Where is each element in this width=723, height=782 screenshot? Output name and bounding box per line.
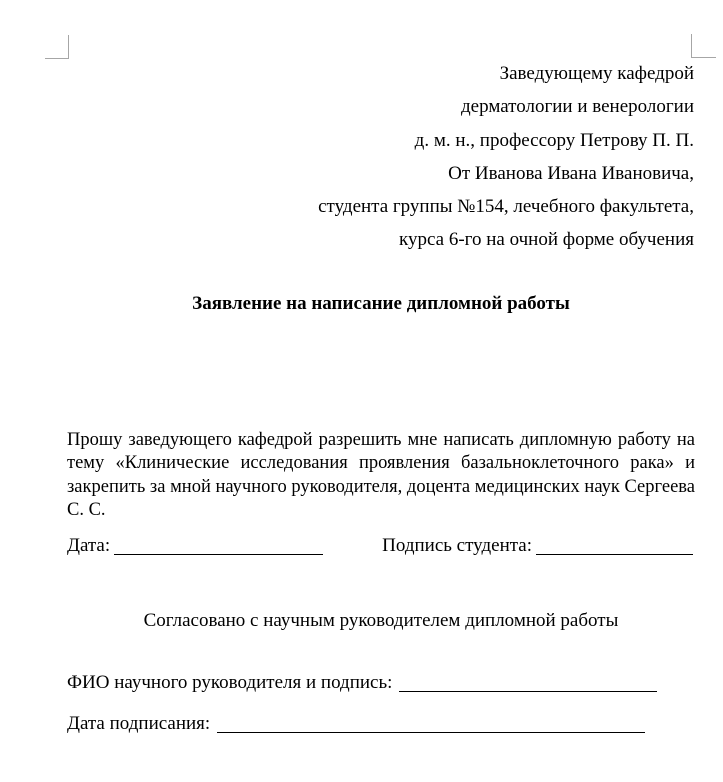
date-signature-row <box>67 534 695 557</box>
recipient-line: От Иванова Ивана Ивановича, <box>448 162 694 184</box>
margin-crop-mark-top-right <box>691 34 716 58</box>
student-signature-label: Подпись студента: <box>382 535 532 556</box>
date-blank-line <box>114 554 323 555</box>
recipient-line: Заведующему кафедрой <box>499 63 694 84</box>
date-label: Дата: <box>67 535 111 556</box>
margin-crop-mark-top-left <box>45 35 69 59</box>
request-paragraph: Прошу заведующего кафедрой разрешить мне написать дипломную работу на тему «Клинические исследования проявления базальноклеточного рака» и закрепить за мной научного руководителя, доцента медицинских наук Сергеева С. С. <box>67 430 695 520</box>
recipient-line: курса 6-го на очной форме обучения <box>399 229 694 251</box>
recipient-block <box>318 57 694 257</box>
recipient-line: д. м. н., профессору Петрову П. П. <box>414 129 694 151</box>
signing-date-blank-line <box>217 732 645 733</box>
supervisor-name-row <box>67 671 695 694</box>
document-title: Заявление на написание дипломной работы <box>192 293 570 314</box>
signing-date-label: Дата подписания: <box>67 713 211 734</box>
student-signature-blank-line <box>536 554 693 555</box>
recipient-line: студента группы №154, лечебного факультета, <box>318 196 694 218</box>
supervisor-name-blank-line <box>399 691 657 692</box>
signing-date-row <box>67 712 695 735</box>
supervisor-name-label: ФИО научного руководителя и подпись: <box>67 672 393 693</box>
recipient-line: дерматологии и венерологии <box>461 96 694 118</box>
agreement-heading: Согласовано с научным руководителем дипломной работы <box>143 610 619 631</box>
